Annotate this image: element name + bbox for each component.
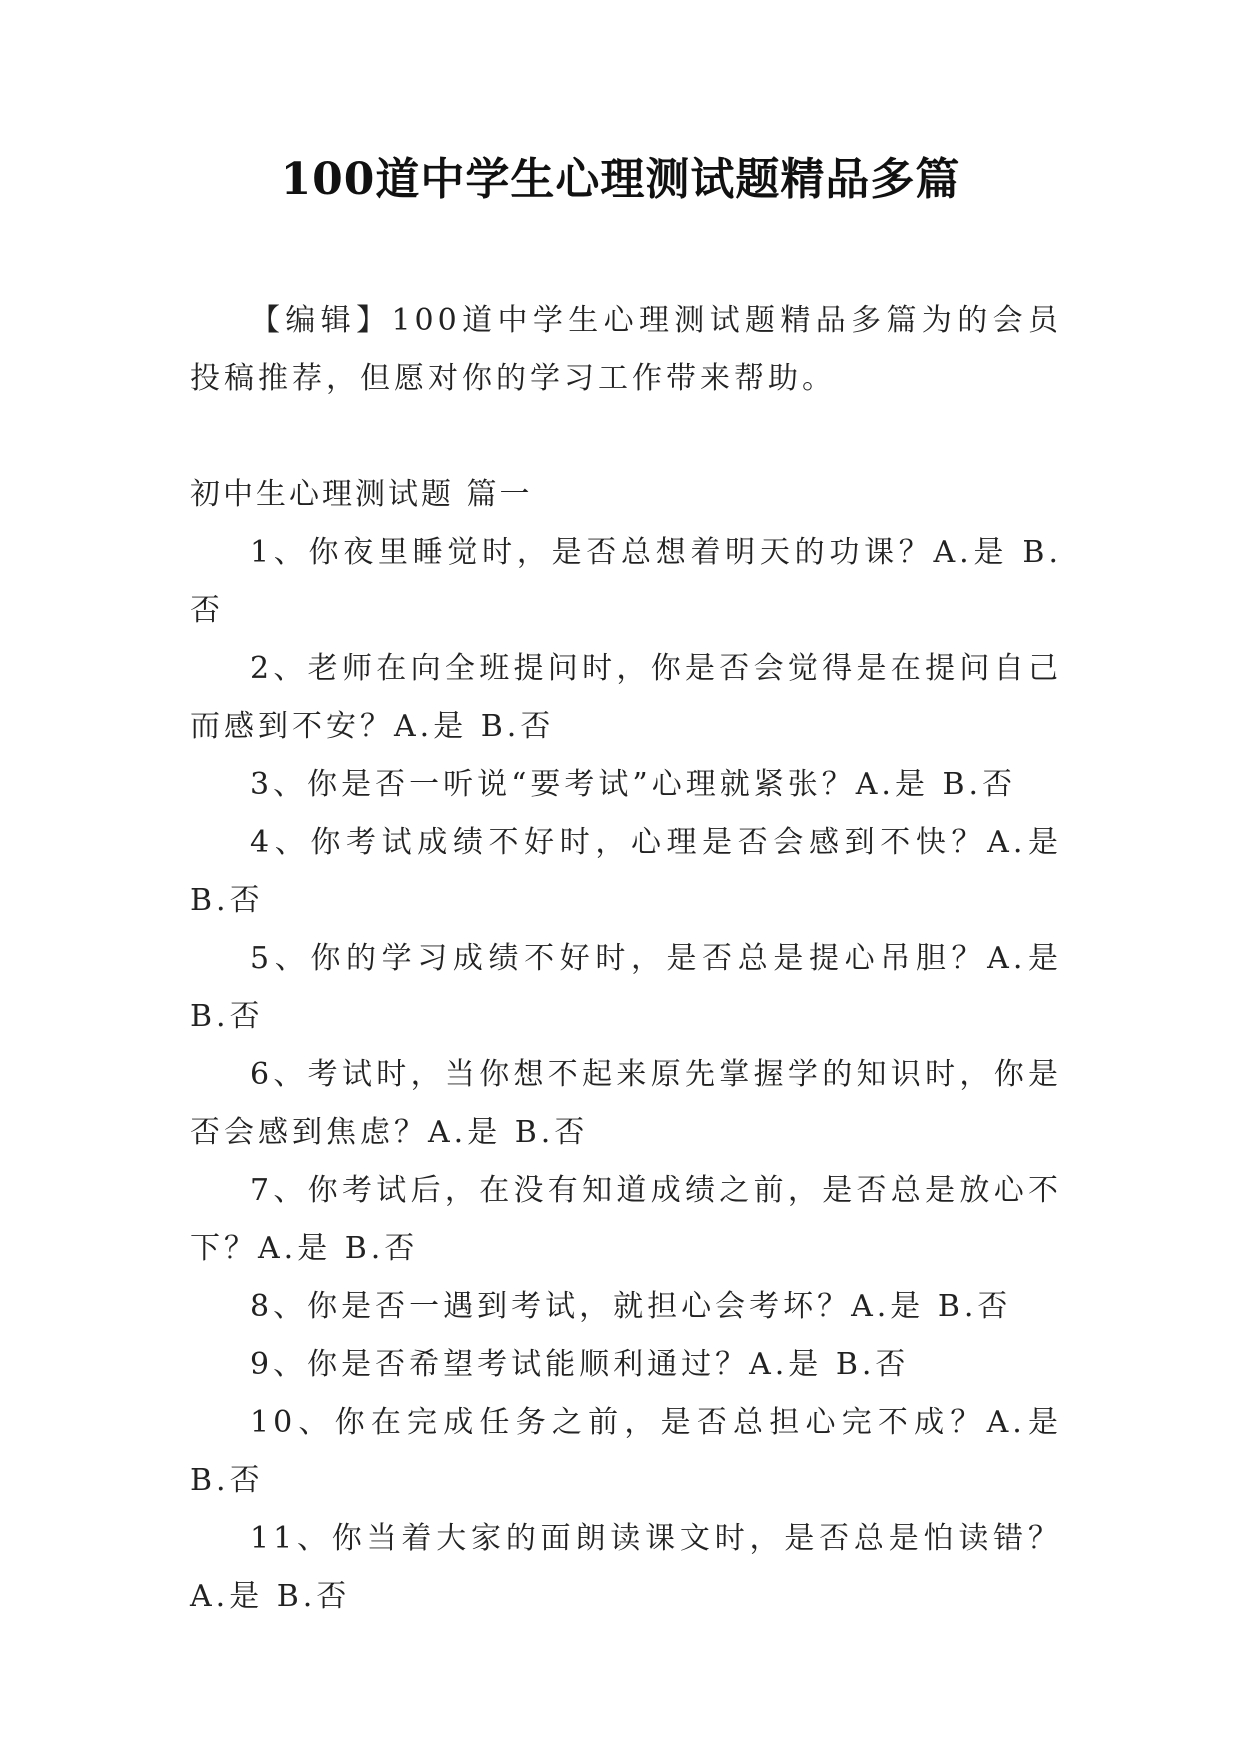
section-heading: 初中生心理测试题 篇一 — [190, 477, 533, 512]
question-item: 7、你考试后，在没有知道成绩之前，是否总是放心不下？A.是 B.否 — [190, 1173, 1062, 1266]
question-item: 3、你是否一听说“要考试”心理就紧张？A.是 B.否 — [250, 767, 1017, 802]
question-item: 10、你在完成任务之前，是否总担心完不成？A.是 B.否 — [190, 1405, 1062, 1498]
question-item: 11、你当着大家的面朗读课文时，是否总是怕读错？A.是 B.否 — [190, 1521, 1062, 1614]
paragraph-spacer — [190, 408, 1062, 466]
question-item: 4、你考试成绩不好时，心理是否会感到不快？A.是 B.否 — [190, 825, 1062, 918]
question-item: 1、你夜里睡觉时，是否总想着明天的功课？A.是 B.否 — [190, 535, 1062, 628]
question-item: 8、你是否一遇到考试，就担心会考坏？A.是 B.否 — [250, 1289, 1012, 1324]
question-item: 9、你是否希望考试能顺利通过？A.是 B.否 — [250, 1347, 910, 1382]
intro-paragraph: 【编辑】100道中学生心理测试题精品多篇为的会员投稿推荐，但愿对你的学习工作带来帮助。 — [190, 303, 1062, 396]
question-item: 6、考试时，当你想不起来原先掌握学的知识时，你是否会感到焦虑？A.是 B.否 — [190, 1057, 1062, 1150]
document-title: 100道中学生心理测试题精品多篇 — [280, 154, 961, 205]
document-body — [190, 292, 1062, 1626]
question-item: 2、老师在向全班提问时，你是否会觉得是在提问自己而感到不安？A.是 B.否 — [190, 651, 1062, 744]
question-item: 5、你的学习成绩不好时，是否总是提心吊胆？A.是 B.否 — [190, 941, 1062, 1034]
